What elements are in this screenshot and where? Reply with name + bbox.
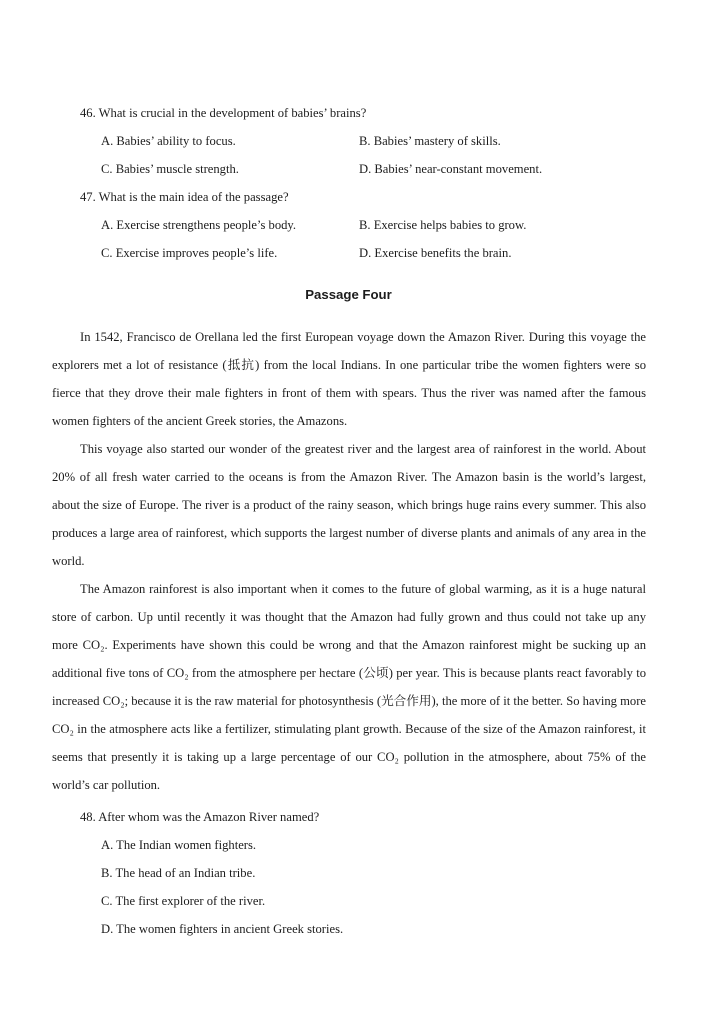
passage-title: Passage Four (305, 287, 392, 302)
passage-paragraph-1: In 1542, Francisco de Orellana led the first European voyage down the Amazon River. During this voyage the explorers met a lot of resistance (抵抗) from the local Indians. In one particular tribe the women fighters were so fierce that they drove their male fighters in front of them with spears. Thus the river was named after the famous women fighters of the ancient Greek stories, the Amazons. (52, 330, 646, 428)
question-46: 46. What is crucial in the development of babies’ brains? (80, 106, 367, 120)
q48-option-d: D. The women fighters in ancient Greek stories. (101, 922, 344, 936)
q48-option-a: A. The Indian women fighters. (101, 838, 257, 852)
q46-option-c: C. Babies’ muscle strength. (101, 162, 239, 176)
question-47: 47. What is the main idea of the passage? (80, 190, 289, 204)
q46-option-b: B. Babies’ mastery of skills. (359, 134, 501, 148)
q47-option-b: B. Exercise helps babies to grow. (359, 218, 527, 232)
q46-option-d: D. Babies’ near-constant movement. (359, 162, 543, 176)
q48-option-b: B. The head of an Indian tribe. (101, 866, 256, 880)
question-48: 48. After whom was the Amazon River named? (80, 810, 320, 824)
q47-option-d: D. Exercise benefits the brain. (359, 246, 512, 260)
passage-paragraph-2: This voyage also started our wonder of the greatest river and the largest area of rainforest in the world. About 20% of all fresh water carried to the oceans is from the Amazon River. The Amazon basin is the world’s largest, about the size of Europe. The river is a product of the rainy season, which brings huge rains every summer. This also produces a large area of rainforest, which supports the largest number of diverse plants and animals of any area in the world. (52, 442, 646, 568)
q47-option-c: C. Exercise improves people’s life. (101, 246, 278, 260)
q47-option-a: A. Exercise strengthens people’s body. (101, 218, 297, 232)
passage-body (52, 323, 646, 799)
q46-option-a: A. Babies’ ability to focus. (101, 134, 236, 148)
q48-option-c: C. The first explorer of the river. (101, 894, 266, 908)
passage-paragraph-3: The Amazon rainforest is also important when it comes to the future of global warming, as it is a huge natural store of carbon. Up until recently it was thought that the Amazon had fully grown and thus could not take up any more CO₂. Experiments have shown this could be wrong and that the Amazon rainforest might be sucking up an additional five tons of CO₂ from the atmosphere per hectare (公顷) per year. This is because plants react favorably to increased CO₂; because it is the raw material for photosynthesis (光合作用), the more of it the better. So having more CO₂ in the atmosphere acts like a fertilizer, stimulating plant growth. Because of the size of the Amazon rainforest, it seems that presently it is taking up a large percentage of our CO₂ pollution in the atmosphere, about 75% of the world’s car pollution. (52, 582, 646, 792)
